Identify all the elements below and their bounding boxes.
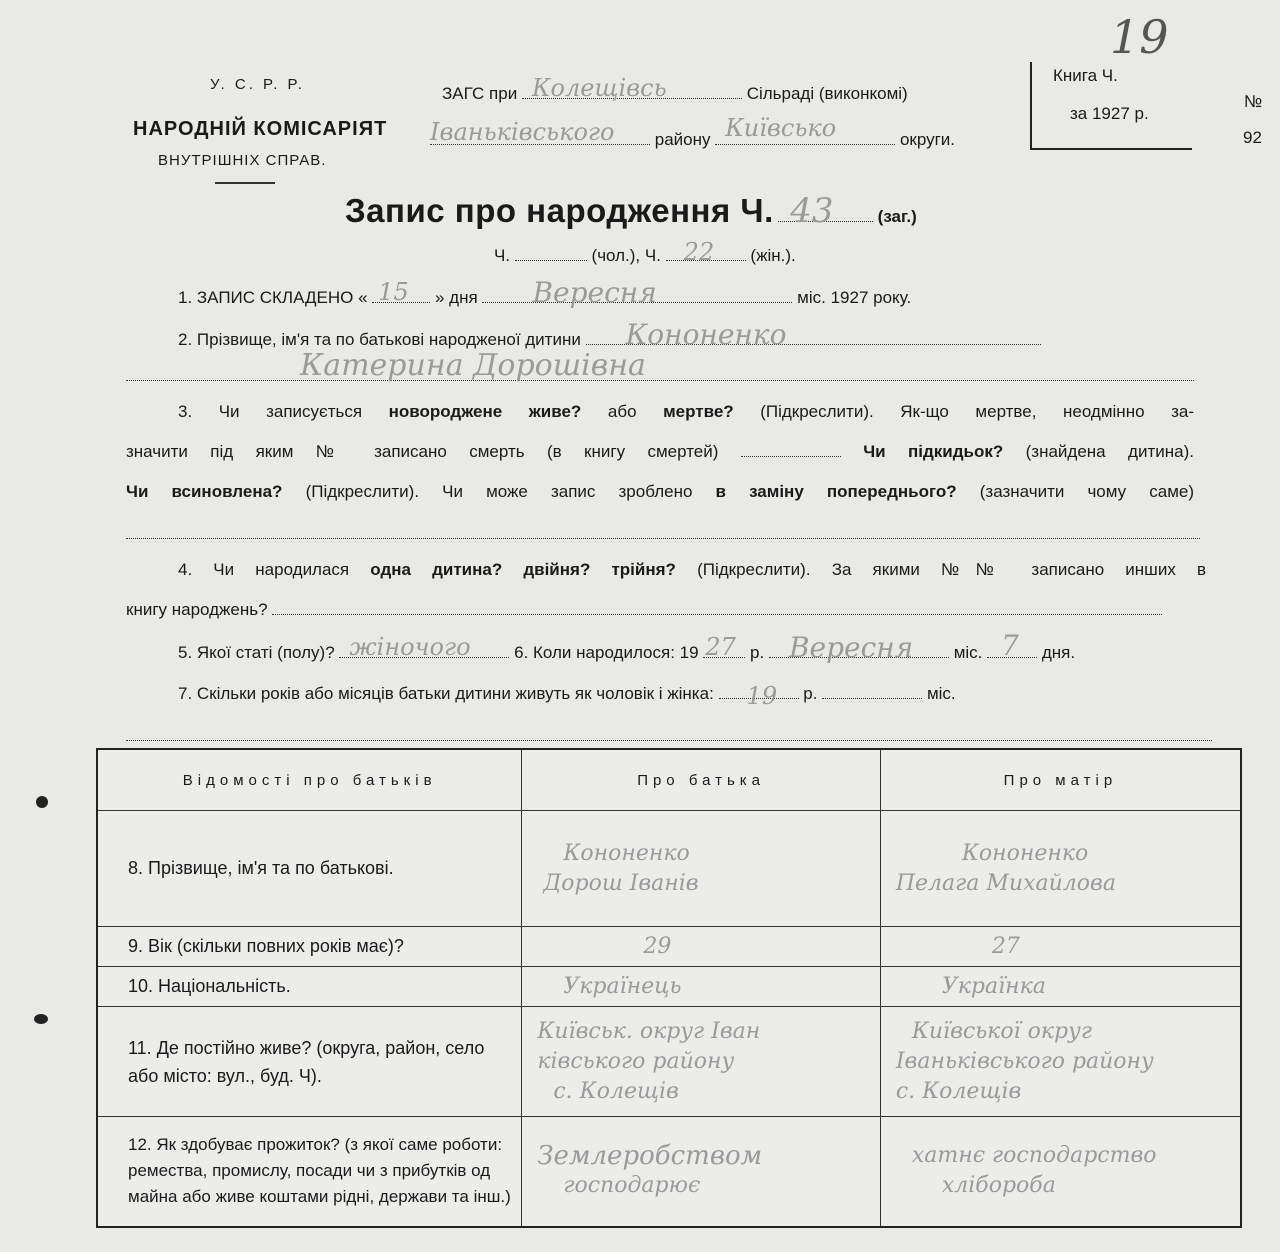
table-row <box>97 811 1241 927</box>
male-field <box>515 260 587 261</box>
mother-address-hand: Київської округ <box>911 1018 1092 1044</box>
q6-dnya: дня. <box>1041 643 1076 662</box>
q2-second-line <box>126 380 1194 381</box>
father-occupation-hand: Землеробством <box>537 1141 763 1172</box>
q1-suffix: міс. 1927 року. <box>797 288 912 307</box>
q3-p2b: Чи підкидьок? <box>863 442 1004 461</box>
mother-nationality-hand: Українка <box>941 973 1046 999</box>
q6-mis: міс. <box>953 643 983 662</box>
okruha-label: округи. <box>899 130 956 149</box>
gender-line <box>494 238 796 266</box>
district-line <box>430 114 956 150</box>
father-occupation-hand: господарює <box>563 1173 701 1199</box>
mother-age-hand: 27 <box>991 933 1020 959</box>
zags-suffix: Сільраді (виконкомі) <box>746 84 908 103</box>
q5-field <box>339 633 509 661</box>
q3-p3d: (зазначити чому саме) <box>979 482 1194 501</box>
q7-months-field <box>822 698 922 699</box>
zags-prefix: ЗАГС при <box>442 84 518 103</box>
mother-surname-hand: Кононенко <box>961 840 1089 866</box>
q3-blank-line <box>126 538 1200 539</box>
q1-day-hand: 15 <box>378 278 409 306</box>
zags-line <box>442 74 908 104</box>
table-row <box>97 967 1241 1007</box>
book-year: за 1927 р. <box>1070 104 1149 123</box>
book-number-hand: 19 <box>1110 10 1169 64</box>
father-name-hand: Дорош Іванів <box>543 870 699 896</box>
q3-p1e: (Підкреслити). Як-що мертве, неодмінно за- <box>760 402 1194 421</box>
q7-blank-line <box>126 740 1212 741</box>
margin-no-value: 92 <box>1243 128 1262 147</box>
q4-a: 4. Чи народилася <box>178 560 350 579</box>
q4-block <box>126 550 1206 630</box>
mother-occupation-hand: хлібороба <box>941 1173 1056 1199</box>
father-nationality-hand: Українець <box>563 973 682 999</box>
q2-line <box>178 318 1041 351</box>
q1-month-hand: Вересня <box>532 276 657 309</box>
row-label: 10. Національність. <box>97 967 522 1007</box>
father-cell <box>522 1007 880 1117</box>
table-row <box>97 1007 1241 1117</box>
zags-hand: Колещівсь <box>531 74 667 102</box>
father-cell <box>522 927 880 967</box>
district-label: району <box>654 130 711 149</box>
mother-occupation-hand: хатнє господарство <box>911 1143 1157 1169</box>
header-internal-affairs: ВНУТРІШНІХ СПРАВ. <box>158 152 327 169</box>
q3-p1a: 3. Чи записується <box>178 402 363 421</box>
q5-label: 5. Якої статі (полу)? <box>178 643 335 662</box>
header-mother: Про матір <box>880 749 1241 811</box>
mother-cell <box>880 1117 1241 1227</box>
father-surname-hand: Кононенко <box>563 840 690 866</box>
q3-p1d: мертве? <box>663 402 734 421</box>
q2-name-hand: Катерина Дорошівна <box>300 348 646 383</box>
father-age-hand: 29 <box>643 933 672 959</box>
father-cell <box>522 811 880 927</box>
okruha-hand: Київсько <box>725 114 837 142</box>
father-cell <box>522 1117 880 1227</box>
q6-year-hand: 27 <box>705 633 736 661</box>
margin-no-label: № <box>1244 92 1263 111</box>
q1-month-field <box>482 276 792 309</box>
father-address-hand: с. Колещів <box>553 1078 679 1104</box>
q1-line <box>178 276 912 309</box>
record-number-field <box>778 191 873 231</box>
ink-mark <box>36 796 48 808</box>
q4-b: одна дитина? двійня? трійня? <box>370 560 676 579</box>
mother-cell <box>880 927 1241 967</box>
record-number-hand: 43 <box>790 191 834 231</box>
q6-month-field <box>769 631 949 664</box>
table-header-row <box>97 749 1241 811</box>
q1-mid: » дня <box>435 288 478 307</box>
record-title-line <box>345 192 917 230</box>
q1-day-field <box>372 278 430 306</box>
parents-table <box>96 748 1242 1228</box>
q3-p2a: значити під яким № записано смерть (в книгу смертей) <box>126 442 719 461</box>
q6-day-field <box>987 629 1037 662</box>
mother-cell <box>880 967 1241 1007</box>
header-commissariat: НАРОДНІЙ КОМІСАРІЯТ <box>133 118 388 140</box>
record-title-suffix: (заг.) <box>877 207 917 226</box>
q6-day-hand: 7 <box>1001 629 1019 662</box>
q1-prefix: 1. ЗАПИС СКЛАДЕНО « <box>178 288 368 307</box>
father-address-hand: Київськ. округ Іван <box>537 1018 761 1044</box>
header-info: Відомості про батьків <box>97 749 522 811</box>
father-address-hand: ківського району <box>537 1048 735 1074</box>
mother-address-hand: Іваньківського району <box>895 1048 1154 1074</box>
q6-year-field <box>703 633 745 661</box>
q6-month-hand: Вересня <box>788 631 914 664</box>
q2-surname-hand: Кононенко <box>625 318 787 351</box>
table-row <box>97 1117 1241 1227</box>
header-father: Про батька <box>522 749 880 811</box>
male-label: Ч. <box>494 246 511 265</box>
q4-field <box>272 614 1162 615</box>
q7-line <box>178 682 956 710</box>
district-field <box>430 118 650 146</box>
q4-d: книгу народжень? <box>126 600 268 619</box>
mother-name-hand: Пелага Михайлова <box>895 870 1116 896</box>
table-row <box>97 927 1241 967</box>
q4-c: (Підкреслити). За якими №№ записано инших в <box>697 560 1206 579</box>
q3-p1b: новороджене живе? <box>388 402 582 421</box>
q3-p3b: (Підкреслити). Чи може запис зроблено <box>305 482 693 501</box>
female-suffix: (жін.). <box>750 246 796 265</box>
ink-mark <box>34 1014 48 1024</box>
q6-r: р. <box>750 643 765 662</box>
q6-label: 6. Коли народилося: 19 <box>514 643 699 662</box>
father-cell <box>522 967 880 1007</box>
row-label: 8. Прізвище, ім'я та по батькові. <box>97 811 522 927</box>
q3-p2c: (знайдена дитина). <box>1025 442 1194 461</box>
mother-cell <box>880 811 1241 927</box>
district-hand: Іваньківського <box>430 118 615 146</box>
q3-p1c: або <box>607 402 637 421</box>
mother-address-hand: с. Колещів <box>895 1078 1022 1104</box>
okruha-field <box>715 114 895 145</box>
q7-mis: міс. <box>926 684 956 703</box>
q3-death-field <box>741 456 841 457</box>
q2-text: 2. Прізвище, ім'я та по батькові народженої дитини <box>178 330 581 349</box>
q7-years-hand: 19 <box>746 682 778 710</box>
q7-years-field <box>719 682 799 710</box>
record-title: Запис про народження Ч. <box>345 192 774 229</box>
male-suffix: (чол.), Ч. <box>591 246 661 265</box>
header-rule <box>215 182 275 184</box>
q7-r: р. <box>803 684 818 703</box>
row-label: 12. Як здобуває прожиток? (з якої саме роботи: ремества, промислу, посади чи з прибутків од майна або живе коштами рідні, держави та інш.) <box>97 1117 522 1227</box>
q3-block <box>126 392 1194 512</box>
header-ussr: У. С. Р. Р. <box>210 76 305 93</box>
row-label: 11. Де постійно живе? (округа, район, село або місто: вул., буд. Ч). <box>97 1007 522 1117</box>
q7-label: 7. Скільки років або місяців батьки дитини живуть як чоловік і жінка: <box>178 684 714 703</box>
female-hand: 22 <box>683 238 715 266</box>
row-label: 9. Вік (скільки повних років має)? <box>97 927 522 967</box>
q2-field <box>586 318 1041 351</box>
book-label: Книга Ч. <box>1053 66 1118 85</box>
q5-hand: жіночого <box>349 633 471 661</box>
mother-cell <box>880 1007 1241 1117</box>
q3-p3a: Чи всиновлена? <box>126 482 283 501</box>
zags-field <box>522 74 742 102</box>
q5-q6-line <box>178 629 1076 664</box>
female-field <box>666 238 746 266</box>
q3-p3c: в заміну попереднього? <box>715 482 957 501</box>
